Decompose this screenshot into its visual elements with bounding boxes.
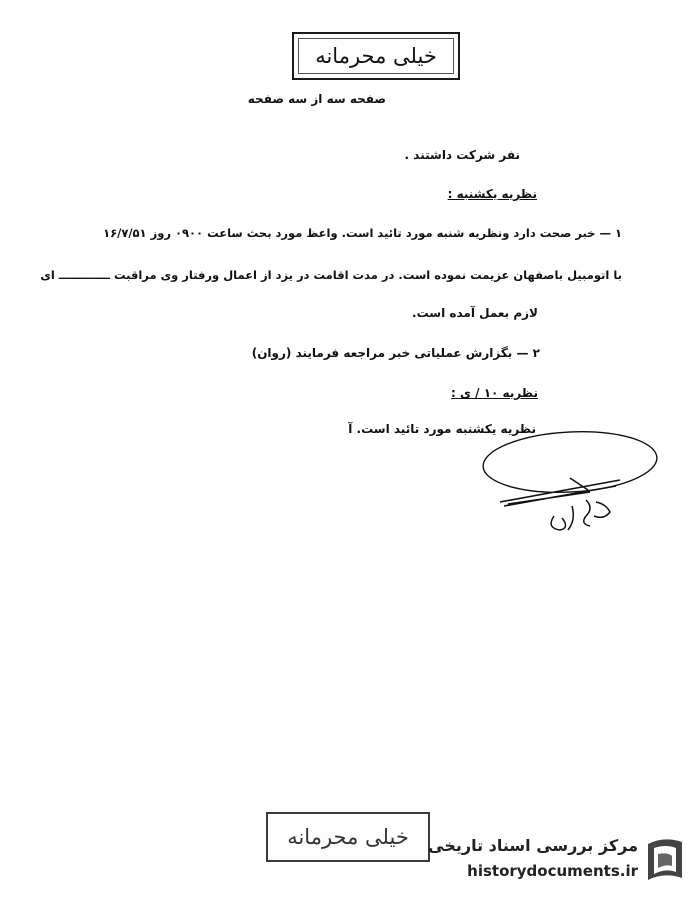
item-1-line-3: لازم بعمل آمده است. xyxy=(412,306,538,320)
archive-watermark xyxy=(420,832,690,892)
item-1-line-1: ۱ — خبر صحت دارد ونظریه شنبه مورد تائید است. واعظ مورد بحث ساعت ۰۹۰۰ روز ۱۶/۷/۵۱ xyxy=(103,226,622,240)
bottom-classification-stamp xyxy=(266,812,430,862)
page-indicator: صفحه سه از سه صفحه xyxy=(247,92,386,106)
archive-website: historydocuments.ir xyxy=(467,862,638,880)
sunday-opinion-heading: نظریه یکشنبه : xyxy=(447,187,537,201)
archive-org-name: مرکز بررسی اسناد تاریخی xyxy=(428,836,638,855)
opinion-10-line: نظریه یکشنبه مورد تائید است. آ xyxy=(348,422,536,436)
top-classification-stamp xyxy=(292,32,460,80)
top-stamp-text: خیلی محرمانه xyxy=(315,44,437,68)
attendance-line: نفر شرکت داشتند . xyxy=(404,148,520,162)
signature-mark xyxy=(470,420,670,560)
opinion-10-heading: نظریه ۱۰ / ی : xyxy=(451,386,538,400)
book-leaf-logo-icon xyxy=(642,834,688,884)
bottom-stamp-text: خیلی محرمانه xyxy=(287,825,409,849)
item-1-line-2: با اتومبیل باصفهان عزیمت نموده است. در مدت اقامت در یزد از اعمال ورفتار وی مراقبت ـــــــــــــ ای xyxy=(40,268,622,282)
item-2-line: ۲ — بگزارش عملیاتی خبر مراجعه فرمایند (روان) xyxy=(251,346,540,360)
